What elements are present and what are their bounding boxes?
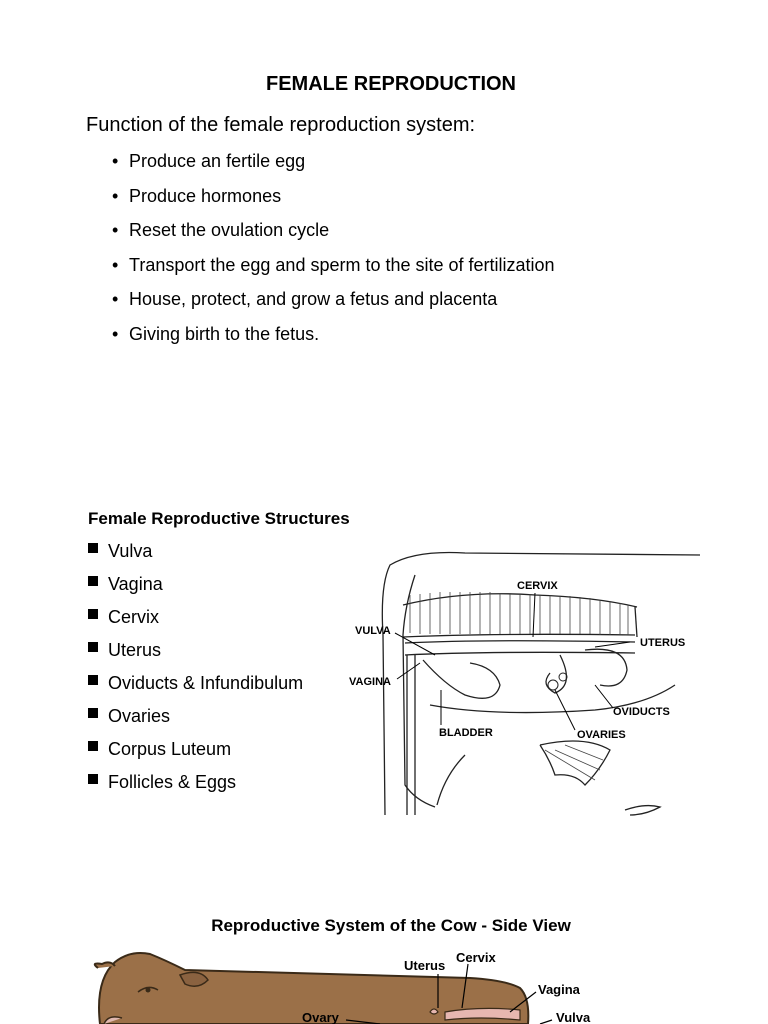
vagina-label: VAGINA [349, 676, 391, 688]
cow-vulva-label: Vulva [556, 1010, 591, 1024]
bullet-icon: • [112, 185, 119, 206]
list-item: • House, protect, and grow a fetus and placenta [112, 289, 498, 310]
ovaries-label: OVARIES [577, 729, 626, 741]
bullet-icon: • [112, 289, 119, 310]
bullet-icon: • [112, 254, 119, 275]
list-item: • Produce hormones [112, 185, 282, 206]
uterus-label: UTERUS [640, 637, 686, 649]
page-title: FEMALE REPRODUCTION [266, 73, 516, 95]
list-item: Oviducts & Infundibulum [88, 672, 303, 705]
reproductive-tract [445, 1008, 520, 1020]
functions-list [112, 150, 555, 358]
square-bullet-icon [88, 576, 98, 586]
list-item: Corpus Luteum [88, 738, 303, 771]
vulva-label: VULVA [355, 625, 391, 637]
square-bullet-icon [88, 609, 98, 619]
bullet-icon: • [112, 151, 119, 171]
bladder-label: BLADDER [439, 727, 493, 739]
list-item: • Giving birth to the fetus. [112, 323, 320, 344]
cow-side-view-diagram [90, 940, 630, 1024]
cow-vagina-label: Vagina [538, 982, 580, 997]
functions-heading: Function of the female reproduction system: [86, 114, 476, 136]
square-bullet-icon [88, 741, 98, 751]
list-item: Ovaries [88, 705, 303, 738]
square-bullet-icon [88, 543, 98, 553]
square-bullet-icon [88, 642, 98, 652]
bullet-icon: • [112, 220, 119, 241]
bullet-icon: • [112, 323, 119, 344]
cow-cervix-label: Cervix [456, 950, 496, 965]
list-item: Vulva [88, 540, 303, 573]
cow-eye [146, 988, 151, 993]
square-bullet-icon [88, 675, 98, 685]
cervix-label: CERVIX [517, 580, 558, 592]
list-item: Cervix [88, 606, 303, 639]
cow-uterus-label: Uterus [404, 958, 446, 973]
cow-ovary-label: Ovary [302, 1010, 339, 1024]
list-item: Follicles & Eggs [88, 771, 303, 804]
structures-heading: Female Reproductive Structures [88, 509, 350, 528]
cow-diagram-title: Reproductive System of the Cow - Side View [211, 916, 571, 935]
oviducts-label: OVIDUCTS [613, 706, 670, 718]
square-bullet-icon [88, 774, 98, 784]
list-item: Uterus [88, 639, 303, 672]
reproductive-tract-diagram [345, 545, 705, 820]
list-item: Vagina [88, 573, 303, 606]
ovary-shape [430, 1009, 438, 1014]
list-item: • Produce an fertile egg [112, 151, 306, 171]
structures-list [88, 540, 303, 804]
list-item: • Transport the egg and sperm to the site of fertilization [112, 254, 555, 275]
square-bullet-icon [88, 708, 98, 718]
list-item: • Reset the ovulation cycle [112, 220, 330, 241]
